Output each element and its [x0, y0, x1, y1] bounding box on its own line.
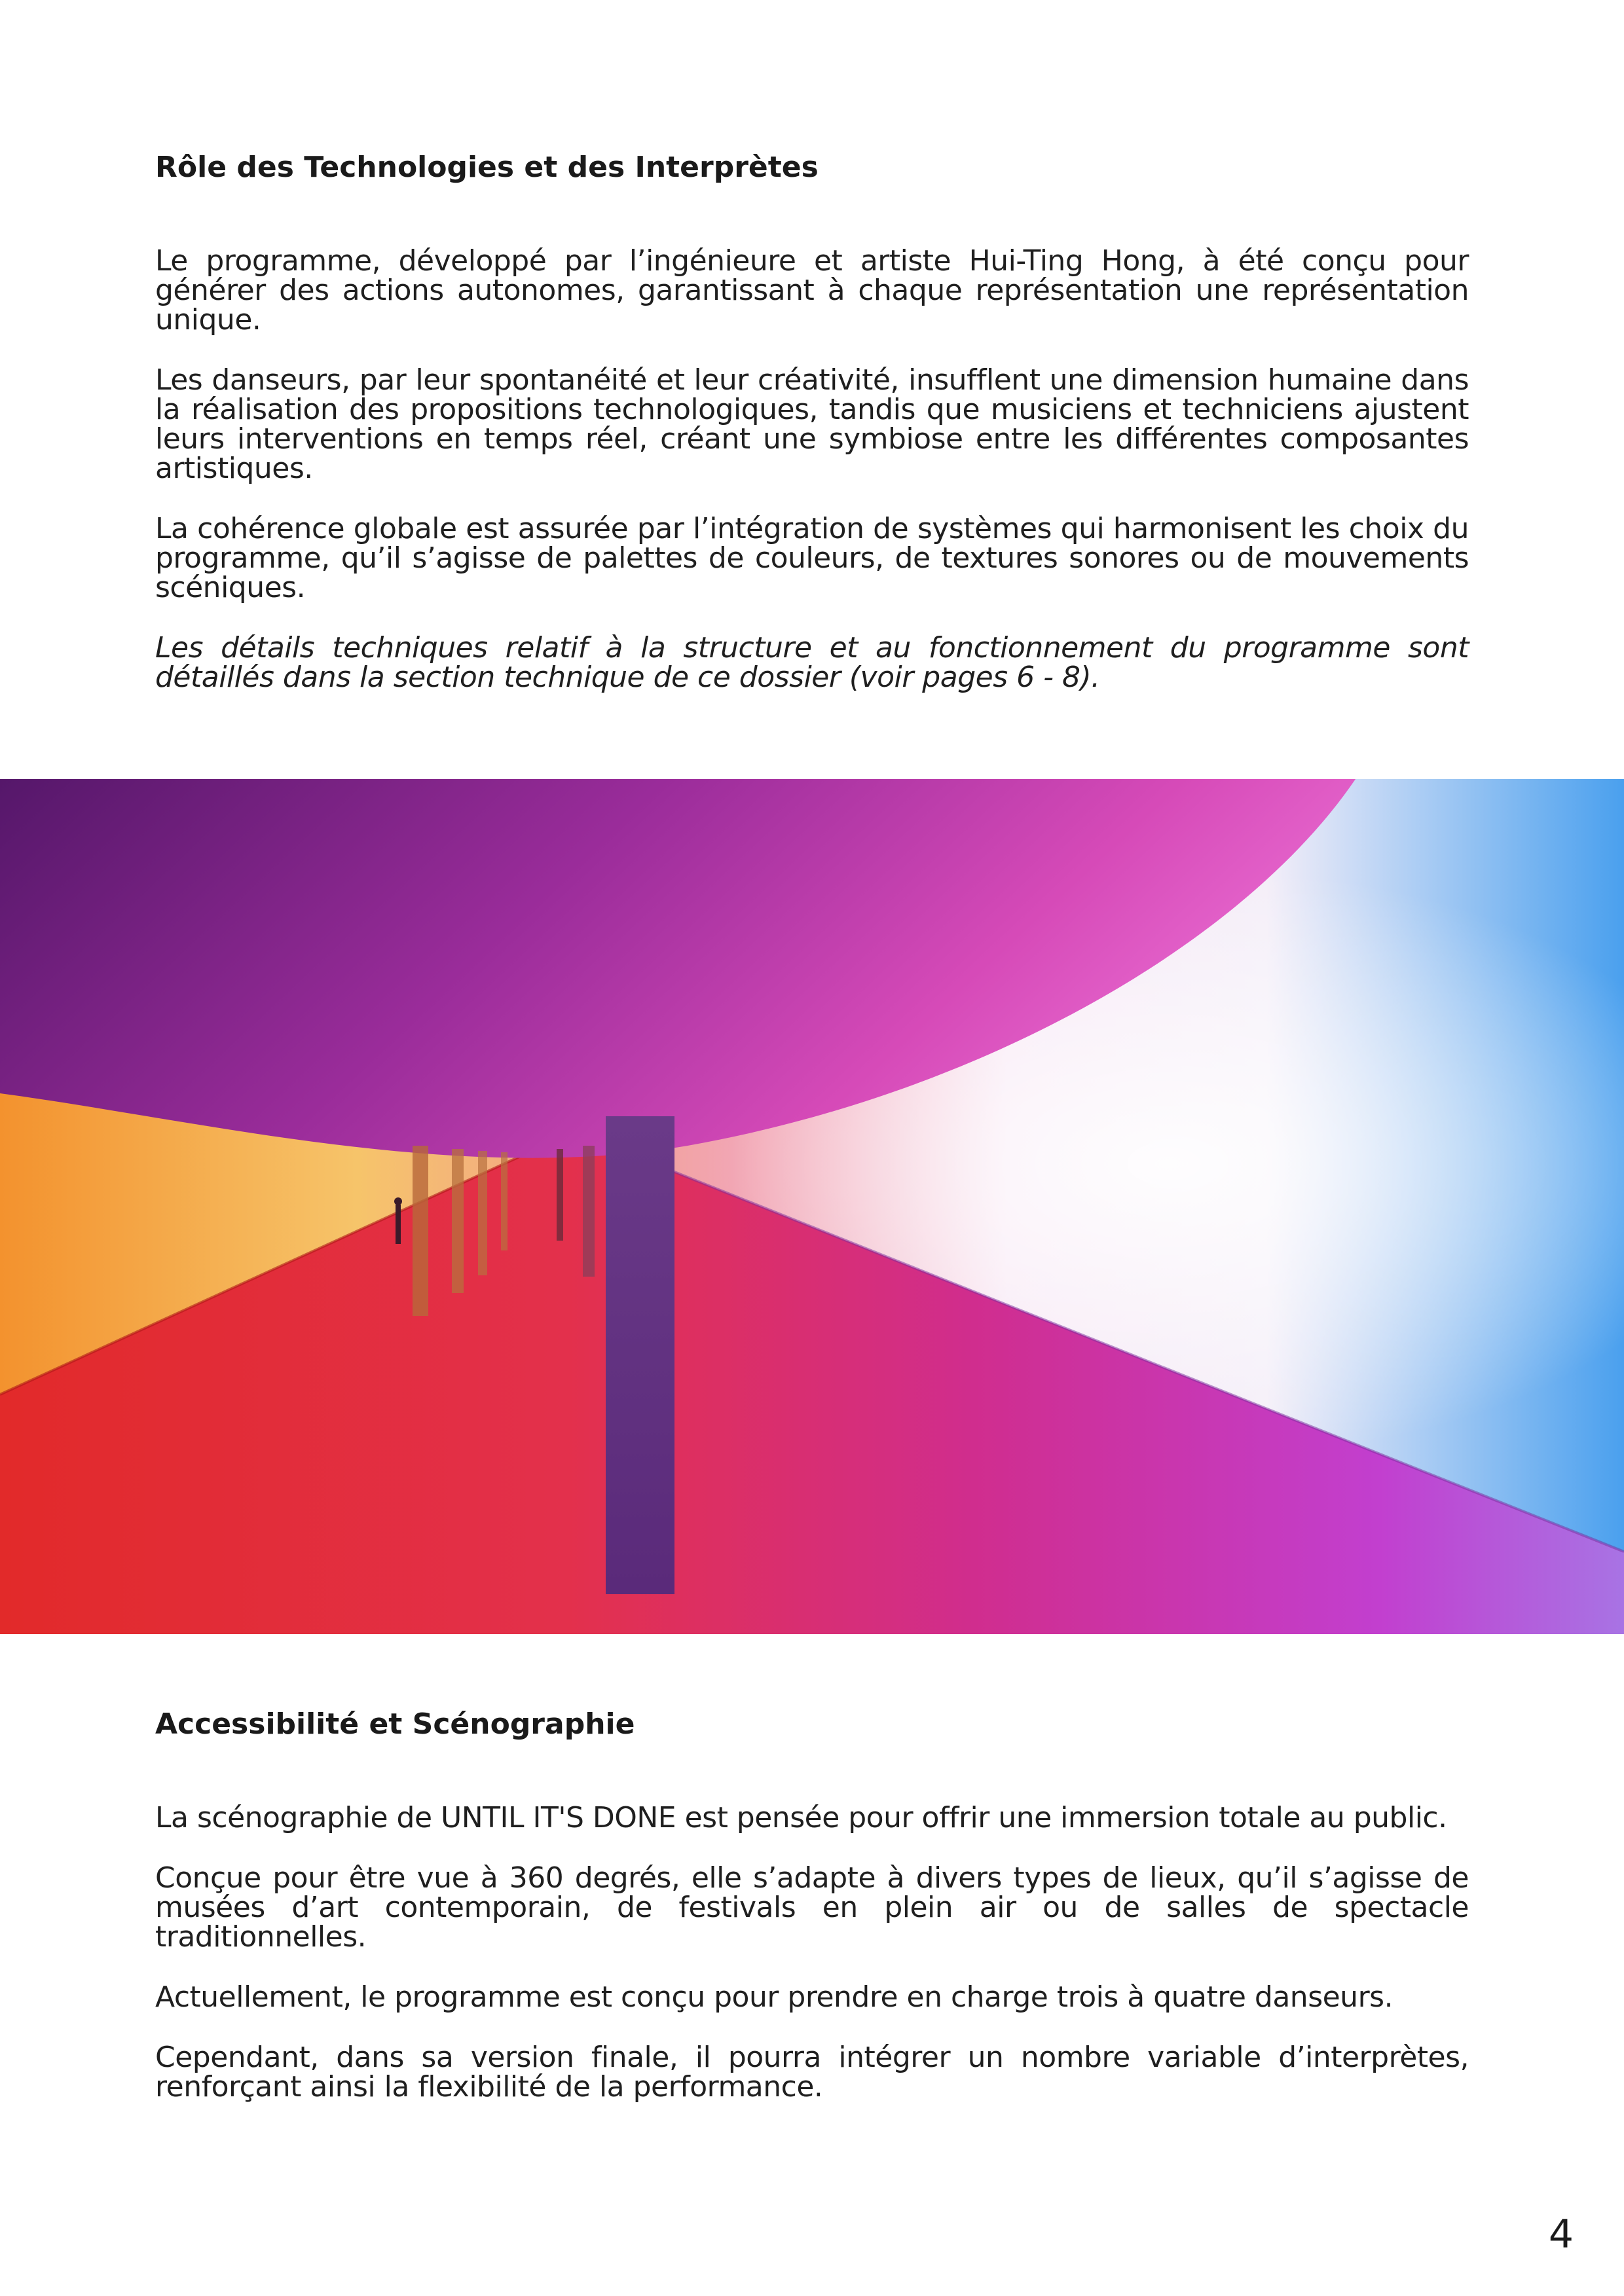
paragraph: Actuellement, le programme est conçu pour prendre en charge trois à quatre danseurs.: [155, 1980, 1393, 2014]
page-number: 4: [1548, 2212, 1574, 2257]
paragraph: La scénographie de UNTIL IT'S DONE est pensée pour offrir une immersion totale au public.: [155, 1801, 1447, 1834]
paragraph: Cependant, dans sa version finale, il pourra intégrer un nombre variable d’interprètes, renforçant ainsi la flexibilité de la performance.: [155, 2041, 1469, 2104]
section-heading: Accessibilité et Scénographie: [155, 1707, 635, 1741]
paragraph: Conçue pour être vue à 360 degrés, elle s’adapte à divers types de lieux, qu’il s’agisse de musées d’art contemporain, de festivals en plein air ou de salles de spectacle traditionnelles.: [155, 1861, 1469, 1954]
technical-note: Les détails techniques relatif à la structure et au fonctionnement du programme sont détaillés dans la section technique de ce dossier (voir pages 6 - 8).: [155, 631, 1469, 694]
paragraph: La cohérence globale est assurée par l’intégration de systèmes qui harmonisent les choix du programme, qu’il s’agisse de palettes de couleurs, de textures sonores ou de mouvements scéniques.: [155, 512, 1469, 604]
paragraph: Les danseurs, par leur spontanéité et leur créativité, insufflent une dimension humaine dans la réalisation des propositions technologiques, tandis que musiciens et techniciens ajustent leurs interventions en temps réel, créant une symbiose entre les différentes composantes artistiques.: [155, 363, 1469, 485]
section-accessibility-scenography: [155, 1706, 1469, 2102]
section-heading: Rôle des Technologies et des Interprètes: [155, 151, 819, 184]
installation-photo-graphic: [0, 779, 1624, 1634]
paragraph: Le programme, développé par l’ingénieure et artiste Hui-Ting Hong, à été conçu pour générer des actions autonomes, garantissant à chaque représentation une représentation unique.: [155, 244, 1469, 337]
installation-photo: [0, 779, 1624, 1634]
section-roles-technologies: [155, 149, 1469, 692]
